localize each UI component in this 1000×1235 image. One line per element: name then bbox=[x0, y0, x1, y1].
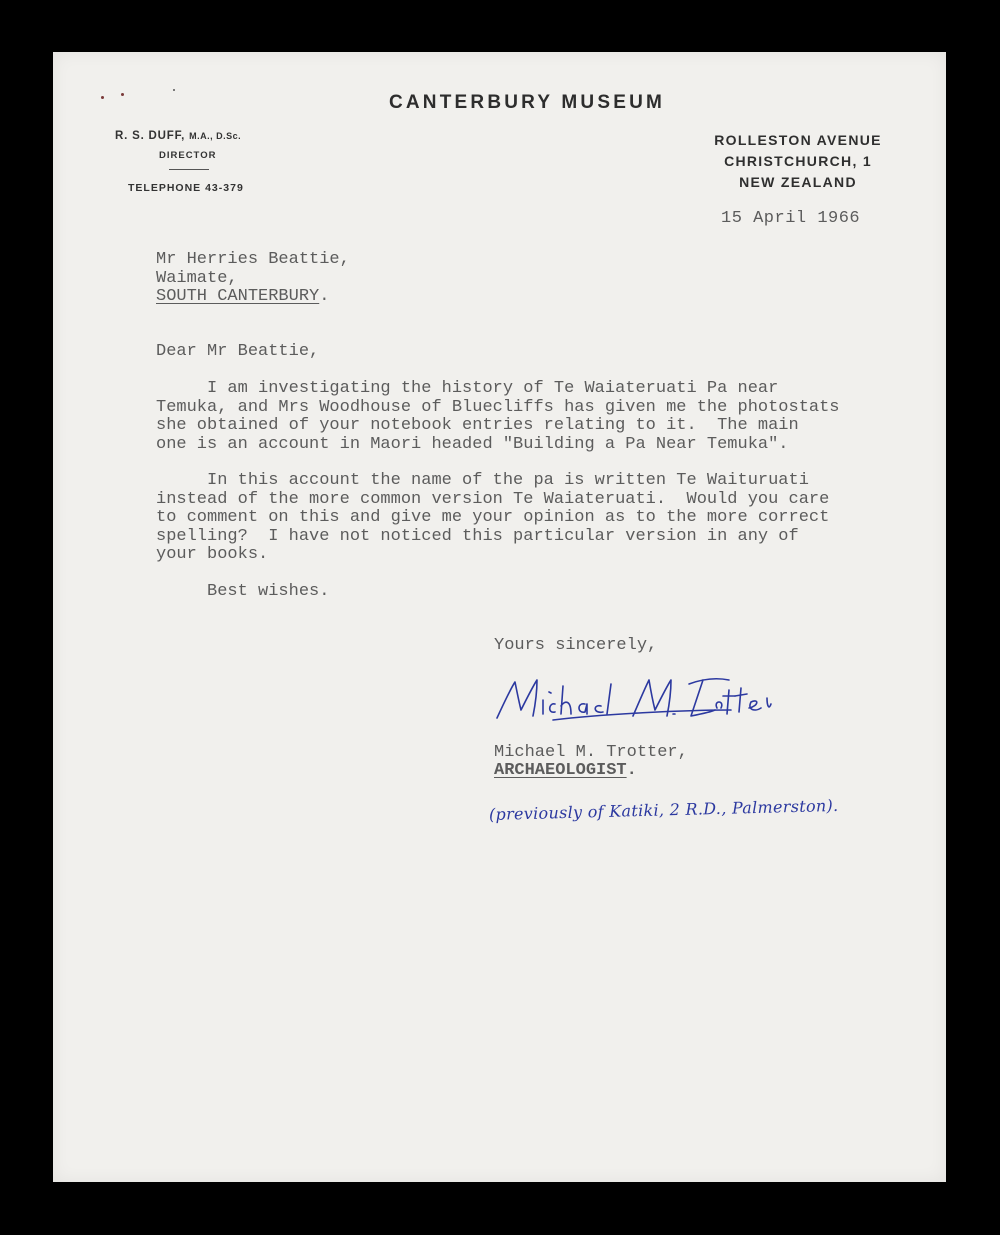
address-line: NEW ZEALAND bbox=[739, 174, 857, 190]
text-line: one is an account in Maori headed "Building a Pa Near Temuka". bbox=[156, 434, 789, 454]
signer-title-line bbox=[494, 762, 637, 781]
signer-title: ARCHAEOLOGIST bbox=[494, 761, 627, 780]
text-line: your books. bbox=[156, 545, 269, 564]
text-line: Temuka, and Mrs Woodhouse of Bluecliffs has given me the photostats bbox=[156, 397, 840, 417]
salutation: Dear Mr Beattie, bbox=[156, 342, 320, 361]
museum-address bbox=[683, 130, 913, 193]
letterhead-title: CANTERBURY MUSEUM bbox=[388, 92, 666, 113]
letter-sheet bbox=[53, 52, 946, 1182]
paragraph-2 bbox=[156, 472, 829, 565]
text-line: to comment on this and give me your opinion as to the more correct bbox=[156, 508, 830, 527]
signer-name: Michael M. Trotter, bbox=[494, 743, 688, 762]
director-name bbox=[115, 130, 241, 142]
recipient-region: SOUTH CANTERBURY bbox=[156, 287, 320, 306]
director-title: DIRECTOR bbox=[159, 150, 217, 161]
signer-title-punct: . bbox=[626, 761, 637, 780]
recipient-line bbox=[156, 288, 350, 307]
text-line: she obtained of your notebook entries relating to it. The main bbox=[156, 416, 799, 435]
text-line: I am investigating the history of Te Waiateruati Pa near bbox=[156, 379, 779, 398]
telephone: TELEPHONE 43-379 bbox=[128, 182, 244, 194]
text-line: instead of the more common version Te Waiateruati. Would you care bbox=[156, 489, 830, 509]
paragraph-1 bbox=[156, 380, 840, 454]
handwritten-signature bbox=[483, 670, 773, 730]
handwritten-note: (previously of Katiki, 2 R.D., Palmerston). bbox=[488, 795, 839, 824]
recipient-line: Waimate, bbox=[156, 268, 238, 288]
text-line: spelling? I have not noticed this particular version in any of bbox=[156, 526, 799, 546]
text-line: In this account the name of the pa is written Te Waituruati bbox=[156, 471, 809, 490]
recipient-line: Mr Herries Beattie, bbox=[156, 250, 350, 269]
address-line: CHRISTCHURCH, 1 bbox=[724, 153, 872, 169]
address-line: ROLLESTON AVENUE bbox=[714, 132, 882, 148]
director-degrees: M.A., D.Sc. bbox=[189, 131, 242, 141]
letterhead-divider bbox=[169, 169, 209, 170]
director-name-text: R. S. DUFF, bbox=[115, 130, 186, 142]
closing-wishes: Best wishes. bbox=[156, 582, 330, 601]
letter-date: 15 April 1966 bbox=[721, 209, 861, 228]
recipient-punct: . bbox=[319, 287, 330, 306]
recipient-address bbox=[156, 251, 350, 307]
complimentary-close: Yours sincerely, bbox=[494, 636, 658, 655]
